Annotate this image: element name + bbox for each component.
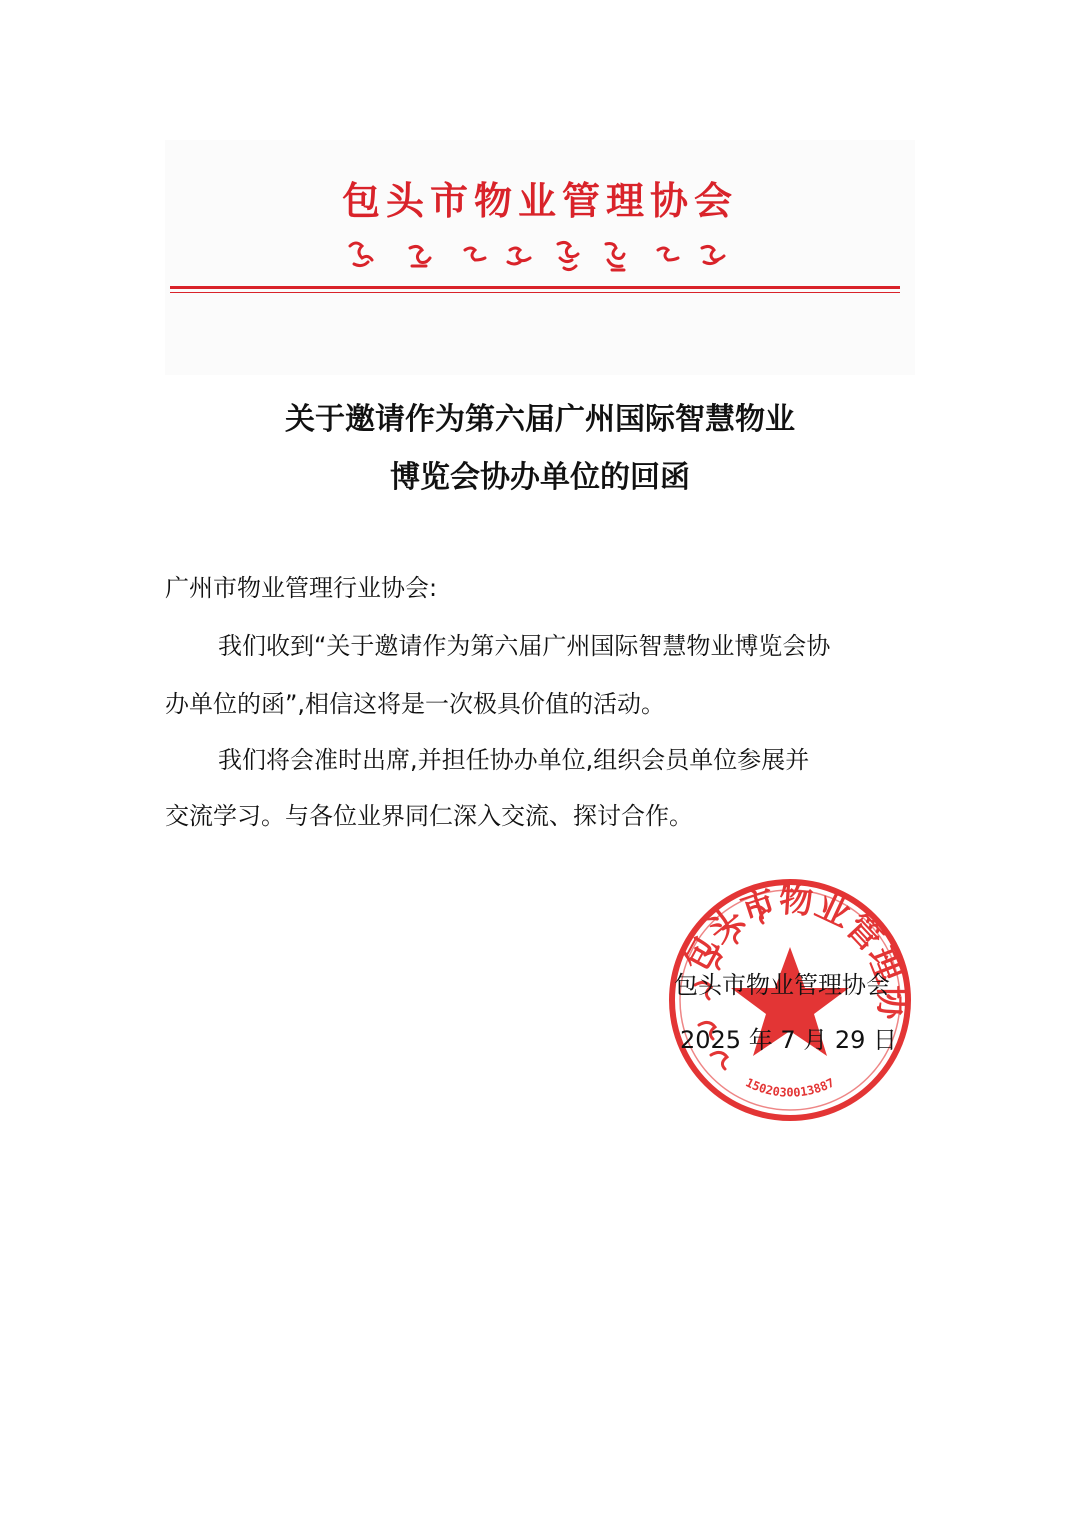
seal-arc-text: 包头市物业管理协 [675,880,912,1020]
document-title-line-2: 博览会协办单位的回函 [390,460,690,495]
salutation: 广州市物业管理行业协会: [165,574,438,602]
document-title-line-1: 关于邀请作为第六届广州国际智慧物业 [285,402,795,437]
official-seal [665,875,915,1125]
paragraph-2-line-2: 交流学习。与各位业界同仁深入交流、探讨合作。 [165,802,693,830]
signature-organization: 包头市物业管理协会 [674,971,890,999]
seal-number: 1502030013887 [743,1075,837,1100]
letterhead-org-name: 包头市物业管理协会 [341,178,738,223]
letterhead-rule-thin [170,292,900,293]
paragraph-1-line-1: 我们收到“关于邀请作为第六届广州国际智慧物业博览会协 [218,632,831,660]
paragraph-1-line-2: 办单位的函”,相信这将是一次极具价值的活动。 [165,690,666,718]
mongolian-script-name [340,236,740,276]
signature-date: 2025 年 7 月 29 日 [680,1026,898,1054]
letterhead-rule-thick [170,286,900,289]
paragraph-2-line-1: 我们将会准时出席,并担任协办单位,组织会员单位参展并 [218,746,810,774]
svg-text:1502030013887 [743,1075,836,1099]
